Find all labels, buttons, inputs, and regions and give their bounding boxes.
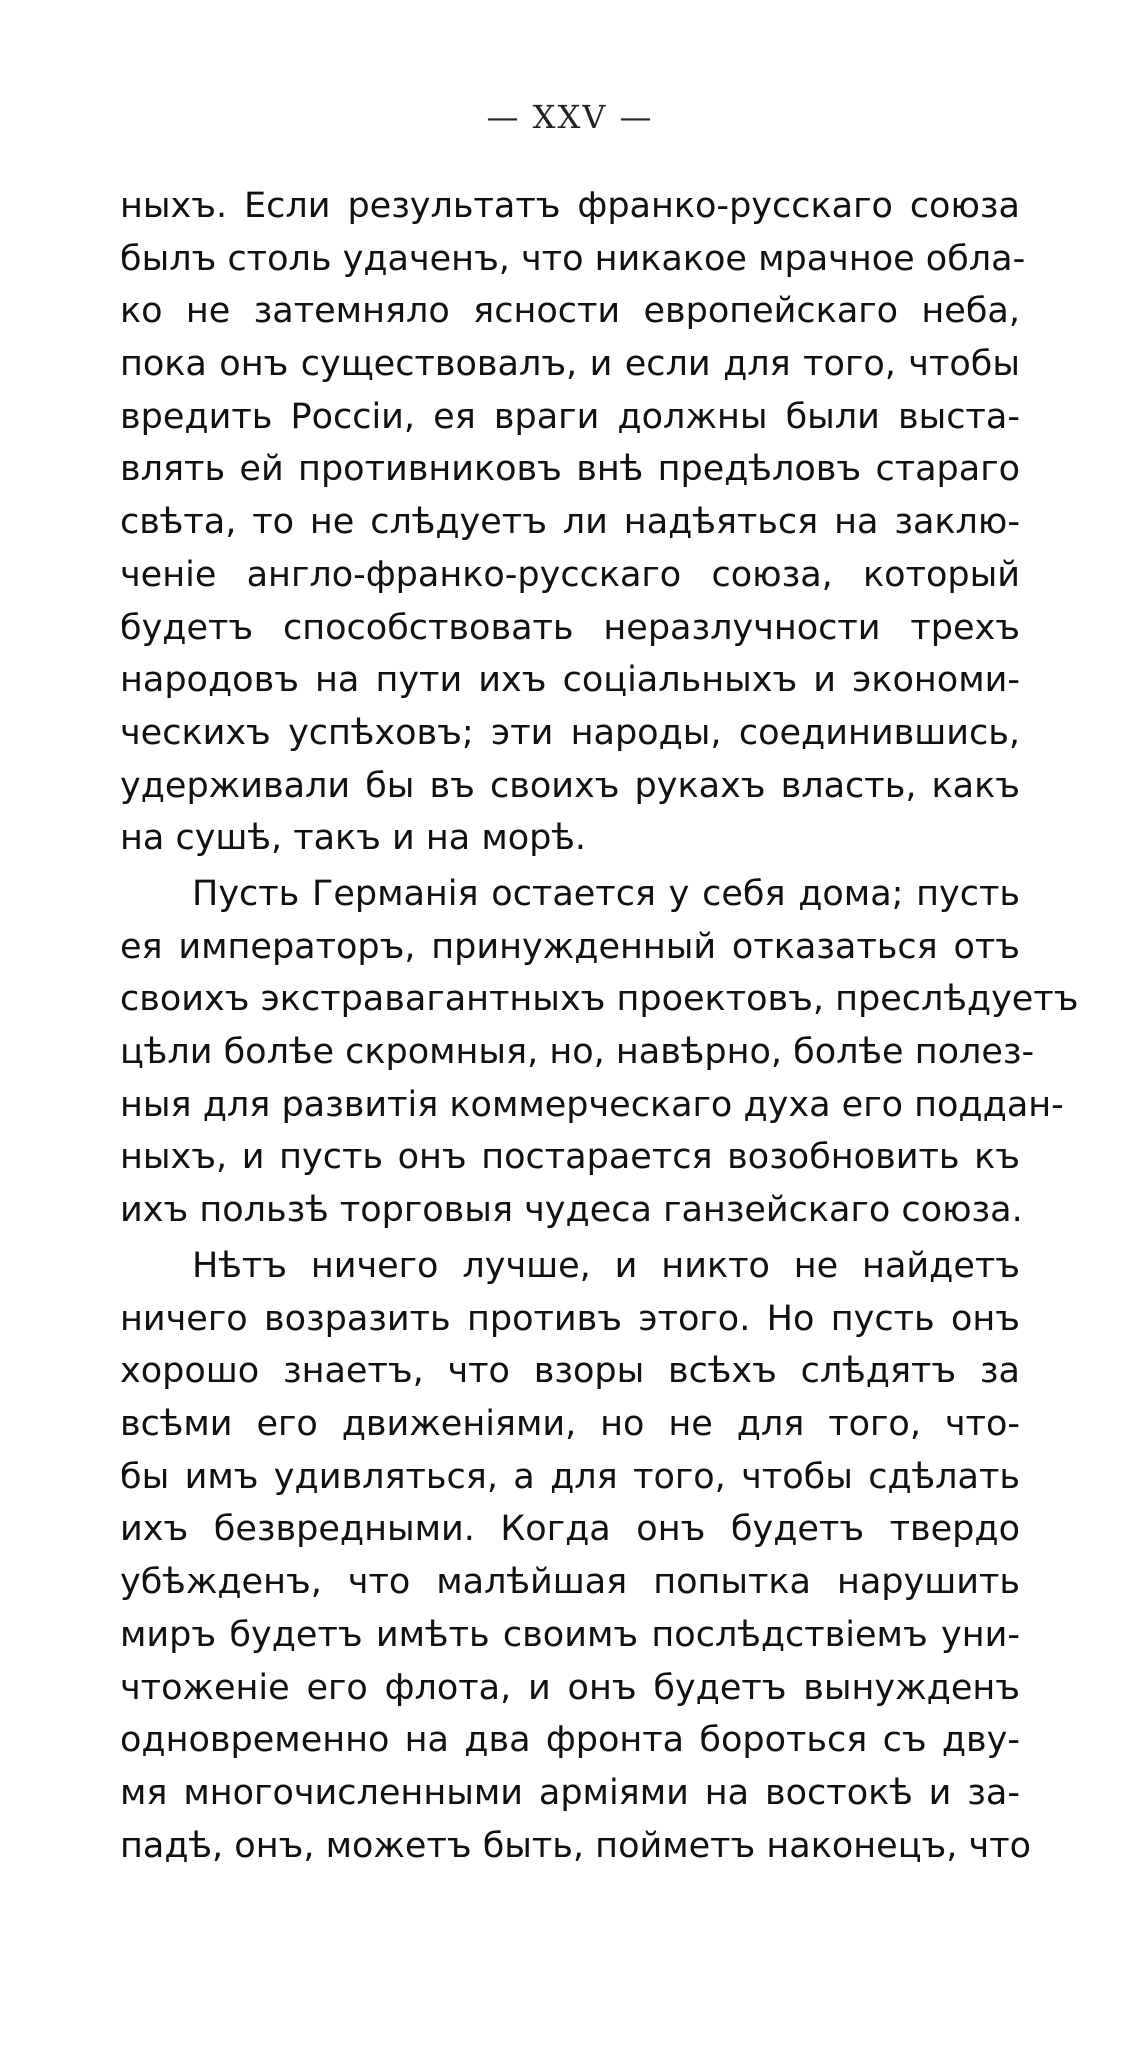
text-line: свѣта, то не слѣдуетъ ли надѣяться на заклю-	[120, 502, 1020, 543]
text-line: Пусть Германія остается у себя дома; пусть	[192, 874, 1020, 914]
text-line: былъ столь удаченъ, что никакое мрачное обла-	[120, 238, 1026, 279]
text-line: цѣли болѣе скромныя, но, навѣрно, болѣе полез-	[120, 1032, 1035, 1073]
text-line: будетъ способствовать неразлучности трехъ	[120, 607, 1020, 648]
text-line: ихъ безвредными. Когда онъ будетъ твердо	[120, 1509, 1020, 1550]
text-line: одновременно на два фронта бороться съ дву-	[120, 1720, 1020, 1761]
paragraph-3	[120, 1240, 1031, 1872]
text-line: влять ей противниковъ внѣ предѣловъ стараго	[120, 449, 1020, 490]
text-line: на сушѣ, такъ и на морѣ.	[120, 818, 587, 859]
text-line: Нѣтъ ничего лучше, и никто не найдетъ	[192, 1246, 1020, 1286]
text-line: ничего возразить противъ этого. Но пусть онъ	[120, 1298, 1020, 1339]
text-line: ченіе англо-франко-русскаго союза, который	[120, 554, 1020, 595]
text-line: миръ будетъ имѣть своимъ послѣдствіемъ уни-	[120, 1614, 1020, 1655]
text-line: всѣми его движеніями, но не для того, что-	[120, 1404, 1020, 1445]
text-line: вредить Россіи, ея враги должны были выста-	[120, 396, 1020, 437]
text-line: ихъ пользѣ торговыя чудеса ганзейскаго союза.	[120, 1190, 1023, 1231]
page-number: — XXV —	[486, 98, 654, 136]
text-line: бы имъ удивляться, а для того, чтобы сдѣлать	[120, 1456, 1020, 1497]
text-line: мя многочисленными арміями на востокѣ и за-	[120, 1772, 1020, 1813]
paragraph-1	[120, 180, 1026, 865]
text-line: ныя для развитія коммерческаго духа его поддан-	[120, 1084, 1064, 1125]
text-line: убѣжденъ, что малѣйшая попытка нарушить	[120, 1562, 1020, 1603]
text-line: удерживали бы въ своихъ рукахъ власть, какъ	[120, 765, 1020, 806]
text-line: своихъ экстравагантныхъ проектовъ, преслѣдуетъ	[120, 979, 1079, 1020]
paragraph-2	[120, 868, 1079, 1237]
text-line: ческихъ успѣховъ; эти народы, соединившись,	[120, 712, 1020, 753]
text-line: хорошо знаетъ, что взоры всѣхъ слѣдятъ за	[120, 1351, 1020, 1392]
text-line: чтоженіе его флота, и онъ будетъ вынужденъ	[120, 1667, 1020, 1708]
text-line: пока онъ существовалъ, и если для того, чтобы	[120, 344, 1020, 385]
text-line: падѣ, онъ, можетъ быть, пойметъ наконецъ, что	[120, 1825, 1031, 1866]
text-line: ко не затемняло ясности европейскаго неба,	[120, 291, 1020, 332]
text-line: ныхъ, и пусть онъ постарается возобновить къ	[120, 1137, 1020, 1178]
text-line: ея императоръ, принужденный отказаться отъ	[120, 926, 1020, 967]
text-line: ныхъ. Если результатъ франко-русскаго союза	[120, 186, 1020, 226]
text-line: народовъ на пути ихъ соціальныхъ и экономи-	[120, 660, 1020, 701]
